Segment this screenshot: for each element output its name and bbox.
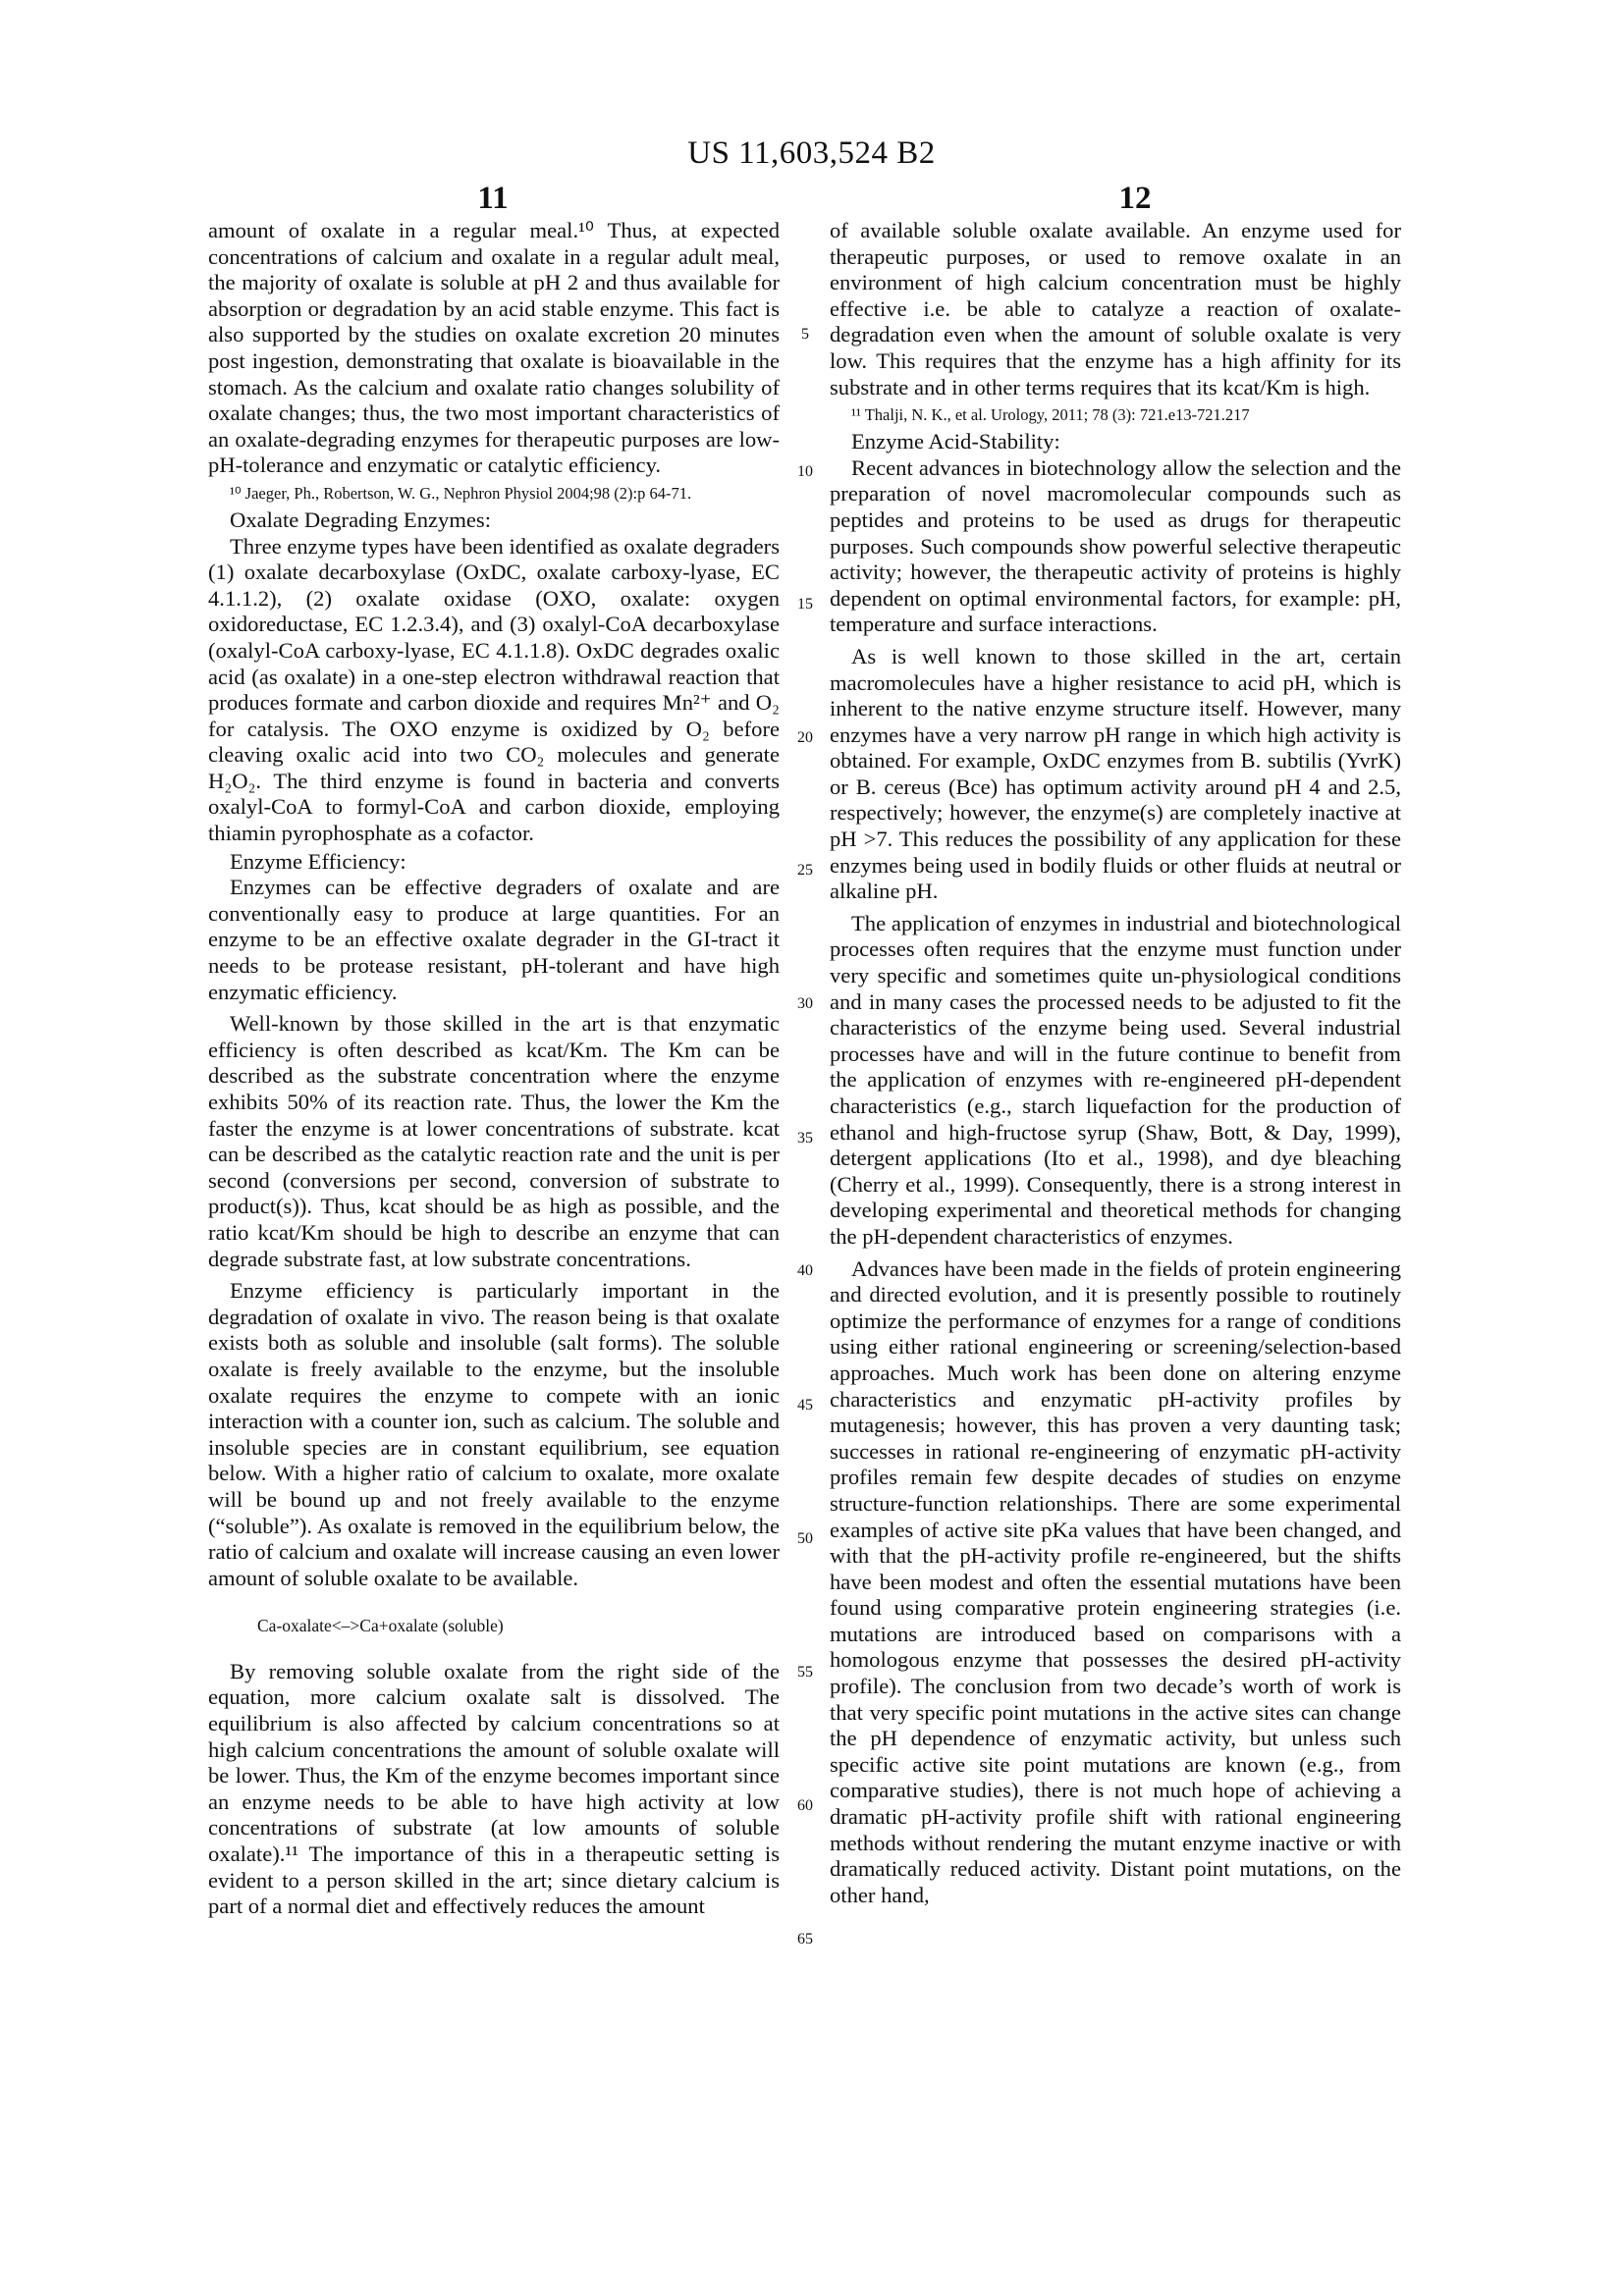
section-heading: Enzyme Acid-Stability: [851,429,1060,454]
line-number: 25 [797,862,813,879]
line-number: 10 [797,463,813,480]
paragraph: The application of enzymes in industrial and biotechnological processes often requires that the enzyme must function under very specific and sometimes quite un-physiological conditions and in many cases the processed needs to be adjusted to fit the characteristics of the enzyme being used. Several industrial processes have and will in the future continue to benefit from the application of enzymes with re-engineered pH-dependent characteristics (e.g., starch liquefaction for the production of ethanol and high-fructose syrup (Shaw, Bott, & Day, 1999), detergent applications (Ito et al., 1998), and dye bleaching (Cherry et al., 1999). Consequently, there is a strong interest in developing experimental and theoretical methods for changing the pH-dependent characteristics of enzymes. [830,910,1401,1249]
paragraph: Recent advances in biotechnology allow the selection and the preparation of novel macromolecular compounds such as peptides and proteins to be used as drugs for therapeutic purposes. Such compounds show powerful selective therapeutic activity; however, the therapeutic activity of proteins is highly dependent on optimal environmental factors, for example: pH, temperature and surface interactions. [830,454,1401,637]
page-number-right: 12 [1118,181,1152,216]
line-number: 55 [797,1664,813,1681]
paragraph: Three enzyme types have been identified as oxalate degraders (1) oxalate decarboxylase (OxDC, oxalate carboxy-lyase, EC 4.1.1.2), (2) oxalate oxidase (OXO, oxalate: oxygen oxidoreductase, EC 1.2.3.4), and (3) oxalyl-CoA decarboxylase (oxalyl-CoA carboxy-lyase, EC 4.1.1.8). OxDC degrades oxalic acid (as oxalate) in a one-step electron withdrawal reaction that produces formate and carbon dioxide and requires Mn²⁺ and O₂ for catalysis. The OXO enzyme is oxidized by O₂ before cleaving oxalic acid into two CO₂ molecules and generate H₂O₂. The third enzyme is found in bacteria and converts oxalyl-CoA to formyl-CoA and carbon dioxide, employing thiamin pyrophosphate as a cofactor. [208,533,780,846]
line-number: 65 [797,1931,813,1948]
paragraph: Enzyme efficiency is particularly important in the degradation of oxalate in vivo. The reason being is that oxalate exists both as soluble and insoluble (salt forms). The soluble oxalate is freely available to the enzyme, but the insoluble oxalate requires the enzyme to compete with an ionic interaction with a counter ion, such as calcium. The soluble and insoluble species are in constant equilibrium, see equation below. With a higher ratio of calcium to oxalate, more oxalate will be bound up and not freely available to the enzyme (“soluble”). As oxalate is removed in the equilibrium below, the ratio of calcium and oxalate will increase causing an even lower amount of soluble oxalate to be available. [208,1278,780,1590]
paragraph: Enzymes can be effective degraders of oxalate and are conventionally easy to produce at large quantities. For an enzyme to be an effective oxalate degrader in the GI-tract it needs to be protease resistant, pH-tolerant and have high enzymatic efficiency. [208,875,780,1004]
paragraph: Well-known by those skilled in the art is that enzymatic efficiency is often described as kcat/Km. The Km can be described as the substrate concentration where the enzyme exhibits 50% of its reaction rate. Thus, the lower the Km the faster the enzyme is at lower concentrations of substrate. kcat can be described as the catalytic reaction rate and the unit is per second (conversions per second, conversion of substrate to product(s)). Thus, kcat should be as high as possible, and the ratio kcat/Km should be high to describe an enzyme that can degrade substrate fast, at low substrate concentrations. [208,1011,780,1271]
line-number: 45 [797,1397,813,1414]
line-number: 50 [797,1530,813,1547]
line-number: 5 [801,326,809,343]
line-number: 35 [797,1130,813,1147]
paragraph: By removing soluble oxalate from the right side of the equation, more calcium oxalate salt is dissolved. The equilibrium is also affected by calcium concentrations so at high calcium concentrations the amount of soluble oxalate will be lower. Thus, the Km of the enzyme becomes important since an enzyme needs to be able to have high activity at low concentrations of substrate (at low amounts of soluble oxalate).¹¹ The importance of this in a therapeutic setting is evident to a person skilled in the art; since dietary calcium is part of a normal diet and effectively reduces the amount [208,1658,780,1919]
equation: Ca-oxalate<–>Ca+oxalate (soluble) [257,1616,504,1636]
patent-number: US 11,603,524 B2 [687,135,936,171]
right-column [830,218,1401,1908]
paragraph: of available soluble oxalate available. An enzyme used for therapeutic purposes, or used to remove oxalate in an environment of high calcium concentration must be highly effective i.e. be able to catalyze a reaction of oxalate-degradation even when the amount of soluble oxalate is very low. This requires that the enzyme has a high affinity for its substrate and in other terms requires that its kcat/Km is high. [830,218,1401,400]
line-number: 20 [797,729,813,746]
section-heading: Enzyme Efficiency: [230,848,406,874]
line-number: 15 [797,596,813,613]
paragraph: As is well known to those skilled in the art, certain macromolecules have a higher resistance to acid pH, which is inherent to the native enzyme structure itself. However, many enzymes have a very narrow pH range in which high activity is obtained. For example, OxDC enzymes from B. subtilis (YvrK) or B. cereus (Bce) has optimum activity around pH 4 and 2.5, respectively; however, the enzyme(s) are completely inactive at pH >7. This reduces the possibility of any application for these enzymes being used in bodily fluids or other fluids at neutral or alkaline pH. [830,643,1401,904]
paragraph: Advances have been made in the fields of protein engineering and directed evolution, and it is presently possible to routinely optimize the performance of enzymes for a range of conditions using either rational engineering or screening/selection-based approaches. Much work has been done on altering enzyme characteristics and enzymatic pH-activity profiles by mutagenesis; however, this has proven a very daunting task; successes in rational re-engineering of enzymatic pH-activity profiles remain few despite decades of studies on enzyme structure-function relationships. There are some experimental examples of active site pKa values that have been changed, and with that the pH-activity profile re-engineered, but the shifts have been modest and often the essential mutations have been found using comparative protein engineering strategies (i.e. mutations are introduced based on comparisons with a homologous enzyme that possesses the desired pH-activity profile). The conclusion from two decade’s worth of work is that very specific point mutations in the active sites can change the pH dependence of enzymatic activity, but unless such specific active site point mutations are known (e.g., from comparative studies), there is not much hope of achieving a dramatic pH-activity profile shift with rational engineering methods without rendering the mutant enzyme inactive or with dramatically reduced activity. Distant point mutations, on the other hand, [830,1255,1401,1907]
section-heading: Oxalate Degrading Enzymes: [230,507,492,532]
paragraph: amount of oxalate in a regular meal.¹⁰ Thus, at expected concentrations of calcium and oxalate in a regular adult meal, the majority of oxalate is soluble at pH 2 and thus available for absorption or degradation by an acid stable enzyme. This fact is also supported by the studies on oxalate excretion 20 minutes post ingestion, demonstrating that oxalate is bioavailable in the stomach. As the calcium and oxalate ratio changes solubility of oxalate changes; thus, the two most important characteristics of an oxalate-degrading enzymes for therapeutic purposes are low-pH-tolerance and enzymatic or catalytic efficiency. [208,218,780,478]
left-column [208,218,780,1920]
footnote: ¹¹ Thalji, N. K., et al. Urology, 2011; 78 (3): 721.e13-721.217 [851,405,1250,425]
line-number: 40 [797,1262,813,1279]
line-number: 60 [797,1797,813,1814]
footnote: ¹⁰ Jaeger, Ph., Robertson, W. G., Nephron Physiol 2004;98 (2):p 64-71. [230,483,692,503]
line-number: 30 [797,995,813,1012]
page-number-left: 11 [477,181,509,216]
